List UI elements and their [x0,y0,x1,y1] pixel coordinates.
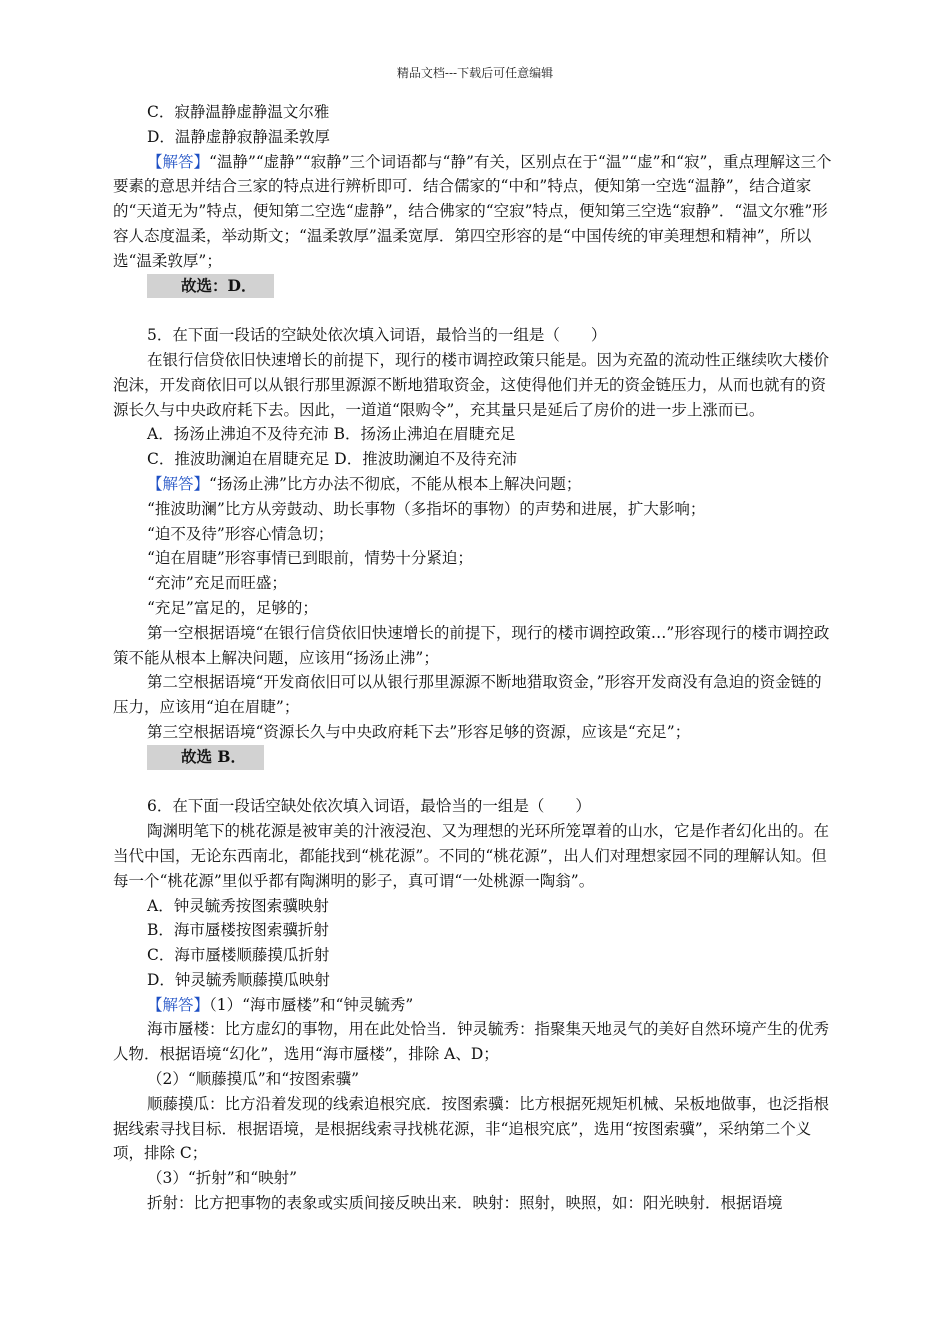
q6-part3-body: 折射：比方把事物的表象或实质间接反映出来．映射：照射，映照，如：阳光映射．根据语境 [147,1194,783,1213]
q5-answer: 故选 B． [147,745,264,770]
q5-analysis-7: 第一空根据语境“在银行信贷依旧快速增长的前提下，现行的楼市调控政策…”形容现行的楼市调控政策不能从根本上解决问题，应该用“扬汤止沸”； [113,623,830,667]
document-body [113,100,837,1216]
q5-analysis-1 [113,472,837,497]
q6-part3-head: （3）“折射”和“映射” [147,1169,298,1188]
q5-analysis-6: “充足”富足的，足够的； [147,598,318,617]
q4-analysis-tag: 【解答】 [147,152,210,171]
q5-options-cd: C．推波助澜迫在眉睫充足 D．推波助澜迫不及待充沛 [147,450,518,469]
q6-part2-body: 顺藤摸瓜：比方沿着发现的线索追根究底．按图索骥：比方根据死规矩机械、呆板地做事，也泛指根据线索寻找目标．根据语境，是根据线索寻找桃花源，非“追根究底”，选用“按图索骥”，采纳第二个义项，排除 C； [113,1094,830,1163]
q5-analysis-8: 第二空根据语境“开发商依旧可以从银行那里源源不断地猎取资金，”形容开发商没有急迫的资金链的压力，应该用“迫在眉睫”； [113,673,822,717]
q4-answer: 故选：D． [147,274,274,299]
q4-answer-line [113,274,837,299]
q5-analysis-9: 第三空根据语境“资源长久与中央政府耗下去”形容足够的资源，应该是“充足”； [147,722,691,741]
q4-analysis [113,150,837,274]
q4-analysis-text: “温静”“虚静”“寂静”三个词语都与“静”有关，区别点在于“温”“虚”和“寂”，重点理解这三个要素的意思并结合三家的特点进行辨析即可．结合儒家的“中和”特点，便知第一空选“温静”，结合道家的“天道无为”特点，便知第二空选“虚静”，结合佛家的“空寂”特点，便知第三空选“寂静”．“温文尔雅”形容人态度温柔，举动斯文；“温柔敦厚”温柔宽厚．第四空形容的是“中国传统的审美理想和精神”，所以选“温柔敦厚”； [113,152,832,270]
q6-part2-head: （2）“顺藤摸瓜”和“按图索骥” [147,1070,360,1089]
q5-analysis-1-text: “扬汤止沸”比方办法不彻底，不能从根本上解决问题； [209,474,582,493]
q6-stem: 6．在下面一段话空缺处依次填入词语，最恰当的一组是（ ） [147,797,591,816]
q5-options-ab: A．扬汤止沸迫不及待充沛 B．扬汤止沸迫在眉睫充足 [147,425,516,444]
q6-option-c: C．海市蜃楼顺藤摸瓜折射 [147,946,330,965]
q5-analysis-3: “迫不及待”形容心情急切； [147,524,334,543]
q6-option-b: B．海市蜃楼按图索骥折射 [147,921,329,940]
q5-analysis-4: “迫在眉睫”形容事情已到眼前，情势十分紧迫； [147,549,473,568]
q6-part1-head-text: （1）“海市蜃楼”和“钟灵毓秀” [209,995,414,1014]
q6-option-a: A．钟灵毓秀按图索骥映射 [147,896,329,915]
q6-passage: 陶渊明笔下的桃花源是被审美的汁液浸泡、又为理想的光环所笼罩着的山水，它是作者幻化出的。在当代中国，无论东西南北，都能找到“桃花源”。不同的“桃花源”，出人们对理想家园不同的理解认知。但每一个“桃花源”里似乎都有陶渊明的影子，真可谓“一处桃源一陶翁”。 [113,822,830,890]
q5-analysis-2: “推波助澜”比方从旁鼓动、助长事物（多指坏的事物）的声势和进展，扩大影响； [147,499,706,518]
q5-analysis-tag: 【解答】 [147,474,210,493]
q6-analysis-tag: 【解答】 [147,995,210,1014]
q6-option-d: D．钟灵毓秀顺藤摸瓜映射 [147,970,330,989]
q6-part1-body: 海市蜃楼：比方虚幻的事物，用在此处恰当．钟灵毓秀：指聚集天地灵气的美好自然环境产生的优秀人物．根据语境“幻化”，选用“海市蜃楼”，排除 A、D； [113,1020,830,1064]
q4-option-d: D．温静虚静寂静温柔敦厚 [147,127,330,146]
q5-analysis-5: “充沛”充足而旺盛； [147,574,287,593]
q5-passage: 在银行信贷依旧快速增长的前提下，现行的楼市调控政策只能是。因为充盈的流动性正继续吹大楼价泡沫，开发商依旧可以从银行那里源源不断地猎取资金，这使得他们并无的资金链压力，从而也就有的资源长久与中央政府耗下去。因此，一道道“限购令”，充其量只是延后了房价的进一步上涨而已。 [113,350,830,419]
q6-part1-head [113,993,837,1018]
q5-answer-line [113,745,837,770]
q5-stem: 5．在下面一段话的空缺处依次填入词语，最恰当的一组是（ ） [147,326,607,345]
q4-option-c: C．寂静温静虚静温文尔雅 [147,103,330,121]
page-header: 精品文档---下载后可任意编辑 [396,66,554,80]
